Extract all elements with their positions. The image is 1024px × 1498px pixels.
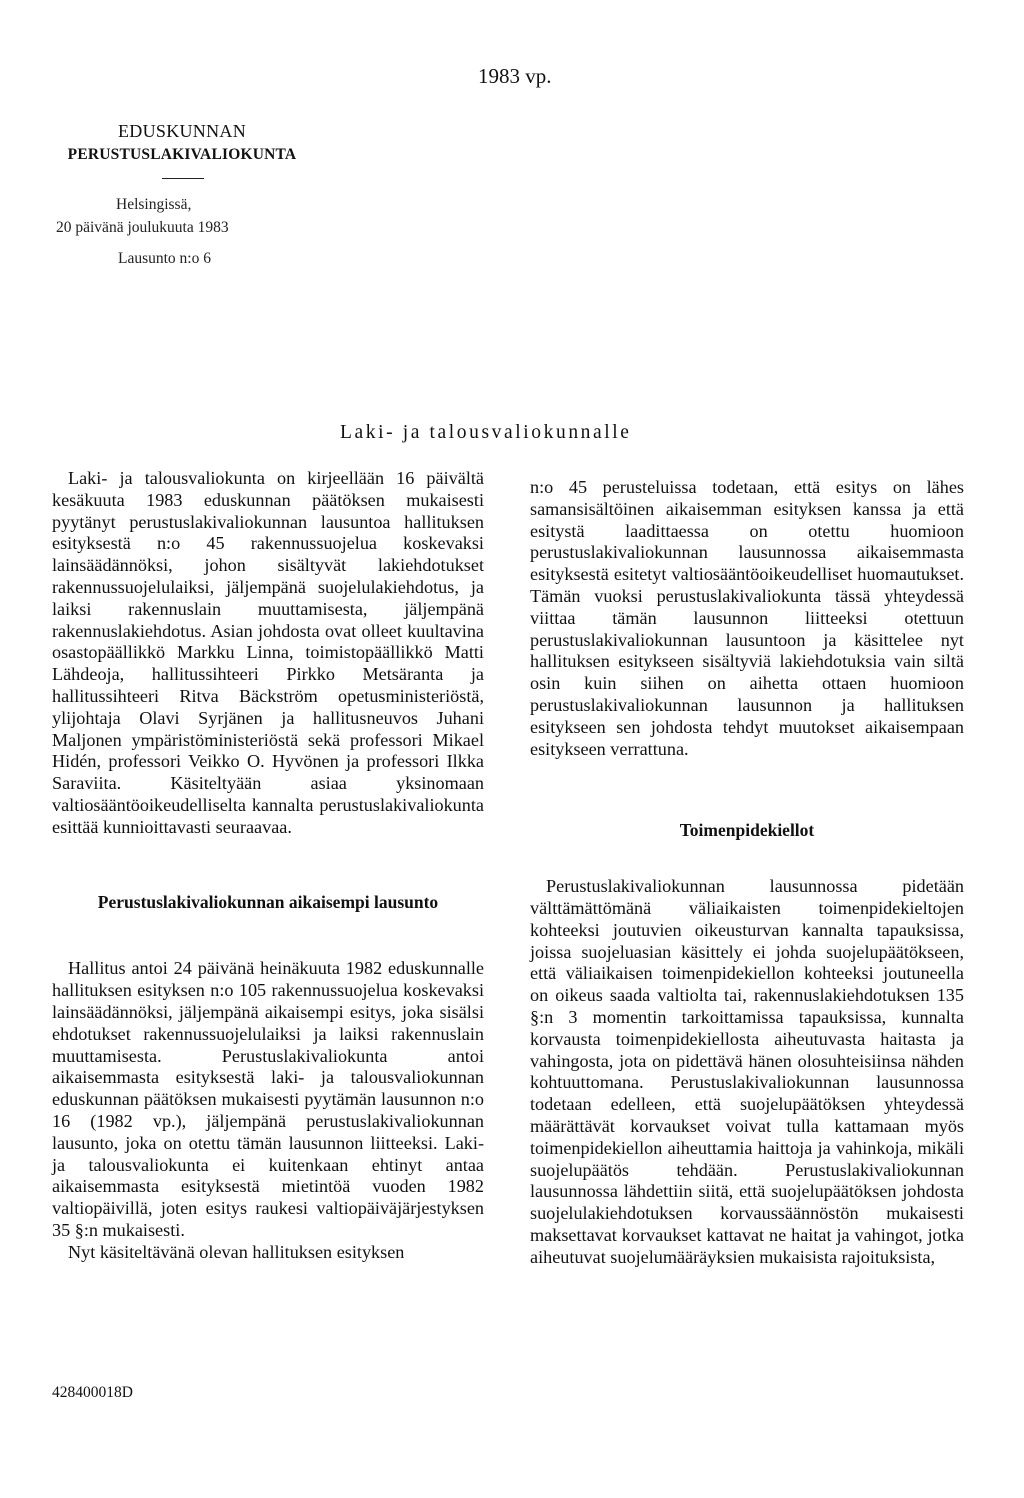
statement-number: Lausunto n:o 6 [118, 250, 211, 267]
organization-name: EDUSKUNNAN [118, 121, 246, 141]
section-heading-previous-statement: Perustuslakivaliokunnan aikaisempi lausunto [97, 891, 439, 912]
body-paragraph: Hallitus antoi 24 päivänä heinäkuuta 1982 eduskunnalle hallituksen esityksen n:o 105 rakennussuojelua koskevaksi lainsäädännöksi, jäljempänä aikaisempi esitys, joka sisälsi ehdotukset rakennussuojelulaiksi ja laiksi rakennuslain muuttamisesta. Perustuslakivaliokunta antoi aikaisemmasta esityksestä laki- ja talousvaliokunnan eduskunnan päätöksen mukaisesti pyytämän lausunnon n:o 16 (1982 vp.), jäljempänä perustuslakivaliokunnan lausunto, joka on otettu tämän lausunnon liitteeksi. Laki- ja talousvaliokunta ei kuitenkaan ehtinyt antaa aikaisemmasta esityksestä mietintöä vuoden 1982 valtiopäivillä, joten esitys raukesi valtiopäiväjärjestyksen 35 §:n mukaisesti. [52, 958, 484, 1240]
intro-paragraph: Laki- ja talousvaliokunta on kirjeellään 16 päivältä kesäkuuta 1983 eduskunnan päätöksen mukaisesti pyytänyt perustuslakivaliokunnan lausuntoa hallituksen esityksestä n:o 45 rakennussuojelua koskevaksi lainsäädännöksi, johon sisältyvät lakiehdotukset rakennussuojelulaiksi, jäljempänä suojelulakiehdotus, ja laiksi rakennuslain muuttamisesta, jäljempänä rakennuslakiehdotus. Asian johdosta ovat olleet kuultavina osastopäällikkö Markku Linna, toimistopäällikkö Matti Lähdeoja, hallitussihteeri Pirkko Metsäranta ja hallitussihteeri Ritva Bäckström opetusministeriöstä, ylijohtaja Olavi Syrjänen ja hallitusneuvos Juhani Maljonen ympäristöministeriöstä sekä professori Mikael Hidén, professori Veikko O. Hyvönen ja professori Ilkka Saraviita. Käsiteltyään asiaa yksinomaan valtiosääntöoikeudelliselta kannalta perustuslakivaliokunta esittää kunnioittavasti seuraavaa. [52, 468, 484, 837]
document-code: 428400018D [52, 1384, 133, 1401]
header-divider [162, 178, 204, 179]
body-paragraph: n:o 45 perusteluissa todetaan, että esitys on lähes samansisältöinen aikaisemman esityksen kanssa ja että esitystä laadittaessa on otettu huomioon perustuslakivaliokunnan lausunnossa aikaisemmasta esityksestä esitetyt valtiosääntöoikeudelliset huomautukset. Tämän vuoksi perustuslakivaliokunta tässä yhteydessä viittaa tämän lausunnon liitteeksi otettuun perustuslakivaliokunnan lausuntoon ja käsittelee nyt hallituksen esitykseen sisältyviä lakiehdotuksia vain siltä osin kuin siihen on aihetta ottaen huomioon perustuslakivaliokunnan lausunnon ja hallituksen esitykseen sen johdosta tehdyt muutokset aikaisempaan esitykseen verrattuna. [530, 477, 964, 759]
right-column [530, 477, 964, 1269]
body-paragraph: Nyt käsiteltävänä olevan hallituksen esityksen [68, 1241, 405, 1262]
document-date: 20 päivänä joulukuuta 1983 [56, 219, 229, 236]
body-paragraph: Perustuslakivaliokunnan lausunnossa pidetään välttämättömänä väliaikaisten toimenpidekieltojen kohteeksi joutuvien oikeusturvan kannalta tapauksissa, joissa suojeluasian käsittely ei johda suojelupäätökseen, että väliaikaisen toimenpidekiellon kohteeksi joutuneella on oikeus saada valtiolta tai, rakennuslakiehdotuksen 135 §:n 3 momentin tarkoittamissa tapauksissa, kunnalta korvausta toimenpidekiellosta aiheutuvasta haitasta ja vahingosta, jota on pidettävä hänen olosuhteisiinsa nähden kohtuuttomana. Perustuslakivaliokunnan lausunnossa todetaan edelleen, että suojelupäätöksen yhteydessä määrättävät korvaukset voivat tulla kattamaan myös toimenpidekiellon aiheuttamia haittoja ja vahinkoja, mikäli suojelupäätös tehdään. Perustuslakivaliokunnan lausunnossa lähdettiin siitä, että suojelupäätöksen johdosta suojelulakiehdotuksen korvaussäännöstön mukaisesti maksettavat korvaukset kattavat ne haitat ja vahingot, jotka aiheutuvat suojelumääräyksien mukaisista rajoituksista, [530, 876, 964, 1267]
addressee: Laki- ja talousvaliokunnalle [340, 422, 632, 443]
committee-name: PERUSTUSLAKIVALIOKUNTA [67, 146, 297, 163]
left-column [52, 468, 484, 1264]
section-heading-action-bans: Toimenpidekiellot [679, 820, 815, 841]
session-year: 1983 vp. [478, 64, 552, 88]
place: Helsingissä, [116, 196, 192, 213]
